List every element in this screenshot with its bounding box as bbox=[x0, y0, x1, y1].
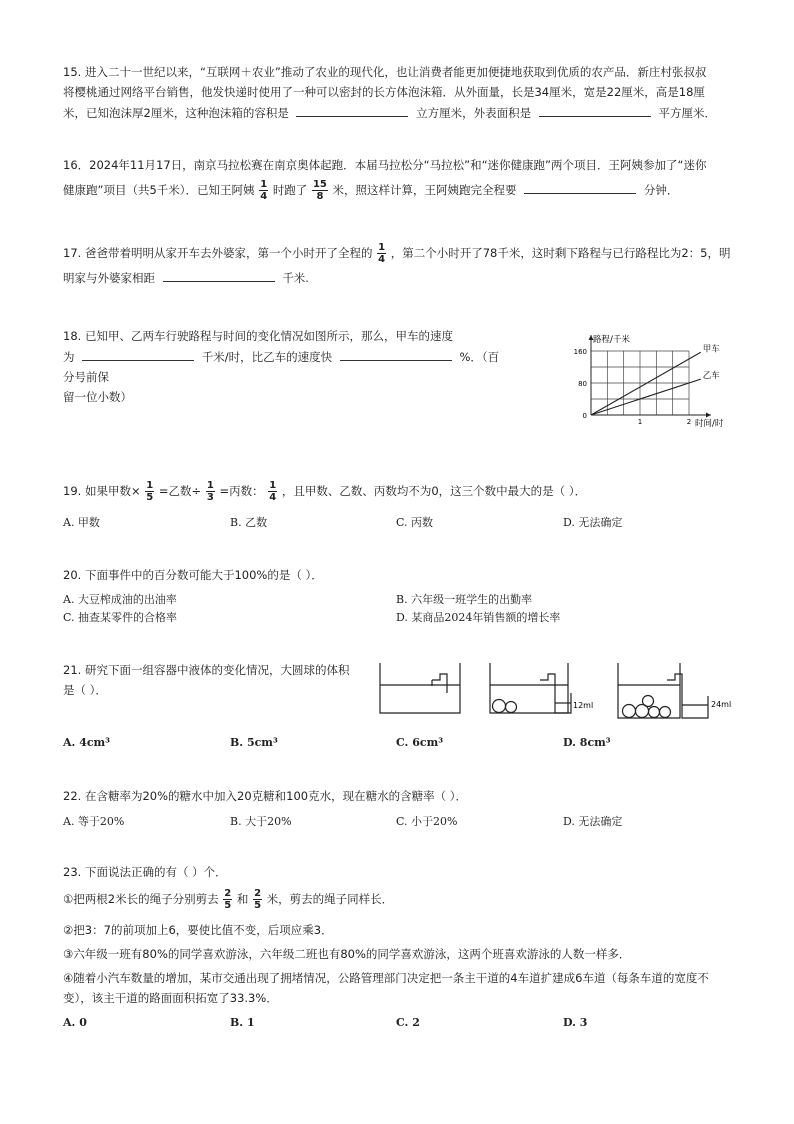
q21-option-d[interactable]: D. 8cm³ bbox=[563, 736, 611, 749]
q18-line2a: 为 bbox=[63, 350, 75, 364]
q19-text-d: ，且甲数、乙数、丙数均不为0，这三个数中最大的是（ ）． bbox=[281, 484, 587, 498]
answer-blank[interactable] bbox=[296, 102, 408, 117]
q23-s1-c: 米，剪去的绳子同样长． bbox=[266, 892, 394, 906]
q17-line2b: 千米. bbox=[282, 271, 309, 285]
y-tick-label: 0 bbox=[582, 412, 587, 420]
question-18 bbox=[63, 326, 503, 407]
label-12ml: 12ml bbox=[573, 701, 594, 710]
q18-line2c: %．（百分号前保 bbox=[63, 350, 500, 384]
q23-s1-a: ①把两根2米长的绳子分别剪去 bbox=[63, 892, 219, 906]
q19-option-a[interactable]: A. 甲数 bbox=[63, 516, 100, 529]
q21-option-c[interactable]: C. 6cm³ bbox=[396, 736, 444, 749]
q20-stem: 20. 下面事件中的百分数可能大于100%的是（ ）． bbox=[63, 568, 323, 582]
q16-line2d: 分钟． bbox=[643, 183, 679, 197]
answer-blank[interactable] bbox=[524, 179, 636, 194]
q23-statement-1 bbox=[63, 888, 393, 911]
q15-line1: 15. 进入二十一世纪以来，“互联网＋农业”推动了农业的现代化，也让消费者能更加便捷地获取到优质的农产品．新庄村张叔叔 bbox=[63, 65, 707, 79]
q22-option-a[interactable]: A. 等于20% bbox=[63, 815, 125, 828]
y-axis-label: 路程/千米 bbox=[593, 335, 630, 345]
q23-statement-4 bbox=[63, 968, 709, 1008]
x-axis-label: 时间/时 bbox=[695, 419, 724, 429]
fraction: $\frac{1}{4}$ bbox=[269, 480, 277, 503]
y-tick-label: 80 bbox=[578, 380, 587, 388]
distance-time-chart bbox=[565, 325, 745, 435]
answer-blank[interactable] bbox=[539, 102, 651, 117]
fraction: $\frac{15}{8}$ bbox=[312, 179, 327, 202]
label-24ml: 24ml bbox=[711, 700, 732, 709]
q23-statement-2: ②把3：7的前项加上6，要使比值不变，后项应乘3． bbox=[63, 923, 333, 937]
fraction: $\frac{1}{5}$ bbox=[146, 480, 154, 503]
q23-option-c[interactable]: C. 2 bbox=[396, 1016, 420, 1029]
q17-line1a: 17. 爸爸带着明明从家开车去外婆家，第一个小时开了全程的 bbox=[63, 246, 373, 260]
q22-option-d[interactable]: D. 无法确定 bbox=[563, 815, 623, 828]
y-tick-label: 160 bbox=[573, 348, 587, 356]
q20-option-d[interactable]: D. 某商品2024年销售额的增长率 bbox=[396, 611, 561, 624]
q23-option-d[interactable]: D. 3 bbox=[563, 1016, 588, 1029]
answer-blank[interactable] bbox=[163, 267, 275, 282]
fraction: $\frac{1}{3}$ bbox=[206, 480, 214, 503]
x-tick-label: 1 bbox=[637, 418, 643, 426]
q21-line1: 21. 研究下面一组容器中液体的变化情况，大圆球的体积 bbox=[63, 663, 350, 677]
q16-line2a: 健康跑”项目（共5千米）．已知王阿姨 bbox=[63, 183, 255, 197]
q23-s1-b: 和 bbox=[236, 892, 249, 906]
series-label-1: 甲车 bbox=[702, 344, 720, 355]
answer-blank[interactable] bbox=[340, 346, 452, 361]
q22-stem: 22. 在含糖率为20%的糖水中加入20克糖和100克水，现在糖水的含糖率（ ）． bbox=[63, 789, 467, 803]
q16-line2b: 时跑了 bbox=[272, 183, 308, 197]
q21-option-b[interactable]: B. 5cm³ bbox=[230, 736, 278, 749]
q15-line3c: 平方厘米． bbox=[658, 106, 716, 120]
q20-option-c[interactable]: C. 抽查某零件的合格率 bbox=[63, 611, 178, 624]
q18-line3: 留一位小数） bbox=[63, 390, 132, 404]
container-empty bbox=[380, 663, 460, 713]
x-tick-label: 2 bbox=[686, 418, 692, 426]
q19-option-c[interactable]: C. 丙数 bbox=[396, 516, 434, 529]
q19-text-b: =乙数÷ bbox=[158, 484, 202, 498]
fraction: $\frac{2}{5}$ bbox=[224, 888, 232, 911]
q23-statement-3: ③六年级一班有80%的同学喜欢游泳，六年级二班也有80%的同学喜欢游泳，这两个班喜欢游泳的人数一样多． bbox=[63, 947, 631, 961]
q18-line1: 18. 已知甲、乙两车行驶路程与时间的变化情况如图所示，那么，甲车的速度 bbox=[63, 329, 453, 343]
q16-line1: 16．2024年11月17日，南京马拉松赛在南京奥体起跑．本届马拉松分“马拉松”和“迷你健康跑”两个项目．王阿姨参加了“迷你 bbox=[63, 158, 707, 172]
containers-diagram bbox=[375, 658, 755, 720]
q21-option-a[interactable]: A. 4cm³ bbox=[63, 736, 111, 749]
q23-stem: 23. 下面说法正确的有（ ）个． bbox=[63, 865, 227, 879]
series-label-2: 乙车 bbox=[702, 371, 720, 382]
q19-text-c: =丙数： bbox=[219, 484, 264, 498]
container-many-balls bbox=[618, 663, 708, 718]
fraction: $\frac{1}{4}$ bbox=[378, 242, 386, 265]
question-16 bbox=[63, 155, 706, 202]
q15-line2: 将樱桃通过网络平台销售，他发快递时使用了一种可以密封的长方体泡沫箱．从外面量，长是34厘米，宽是22厘米，高是18厘 bbox=[63, 85, 705, 99]
q19-text-a: 19. 如果甲数× bbox=[63, 484, 141, 498]
fraction: $\frac{1}{4}$ bbox=[260, 179, 268, 202]
q23-s4-line1: ④随着小汽车数量的增加，某市交通出现了拥堵情况，公路管理部门决定把一条主干道的4车道扩建成6车道（每条车道的宽度不 bbox=[63, 971, 709, 985]
q20-option-a[interactable]: A. 大豆榨成油的出油率 bbox=[63, 593, 177, 606]
q23-s4-line2: 变），该主干道的路面面积拓宽了33.3%． bbox=[63, 991, 278, 1005]
question-15 bbox=[63, 62, 716, 123]
q19-option-d[interactable]: D. 无法确定 bbox=[563, 516, 623, 529]
container-two-balls bbox=[490, 663, 571, 713]
question-21 bbox=[63, 660, 349, 700]
fraction: $\frac{2}{5}$ bbox=[254, 888, 262, 911]
q17-line1b: ，第二个小时开了78千米，这时剩下路程与已行路程比为2：5，明 bbox=[390, 246, 731, 260]
q20-option-b[interactable]: B. 六年级一班学生的出勤率 bbox=[396, 593, 533, 606]
q23-option-a[interactable]: A. 0 bbox=[63, 1016, 87, 1029]
q16-line2c: 米，照这样计算，王阿姨跑完全程要 bbox=[332, 183, 517, 197]
question-17 bbox=[63, 242, 731, 288]
q21-line2: 是（ ）． bbox=[63, 683, 107, 697]
q23-option-b[interactable]: B. 1 bbox=[230, 1016, 255, 1029]
q22-option-c[interactable]: C. 小于20% bbox=[396, 815, 458, 828]
q22-option-b[interactable]: B. 大于20% bbox=[230, 815, 292, 828]
q19-option-b[interactable]: B. 乙数 bbox=[230, 516, 268, 529]
q15-line3b: 立方厘米，外表面积是 bbox=[416, 106, 532, 120]
q15-line3a: 米，已知泡沫厚2厘米，这种泡沫箱的容积是 bbox=[63, 106, 289, 120]
q18-line2b: 千米/时，比乙车的速度快 bbox=[201, 350, 333, 364]
answer-blank[interactable] bbox=[82, 346, 194, 361]
question-19 bbox=[63, 480, 586, 503]
q17-line2a: 明家与外婆家相距 bbox=[63, 271, 155, 285]
x-axis-arrow bbox=[706, 413, 711, 418]
